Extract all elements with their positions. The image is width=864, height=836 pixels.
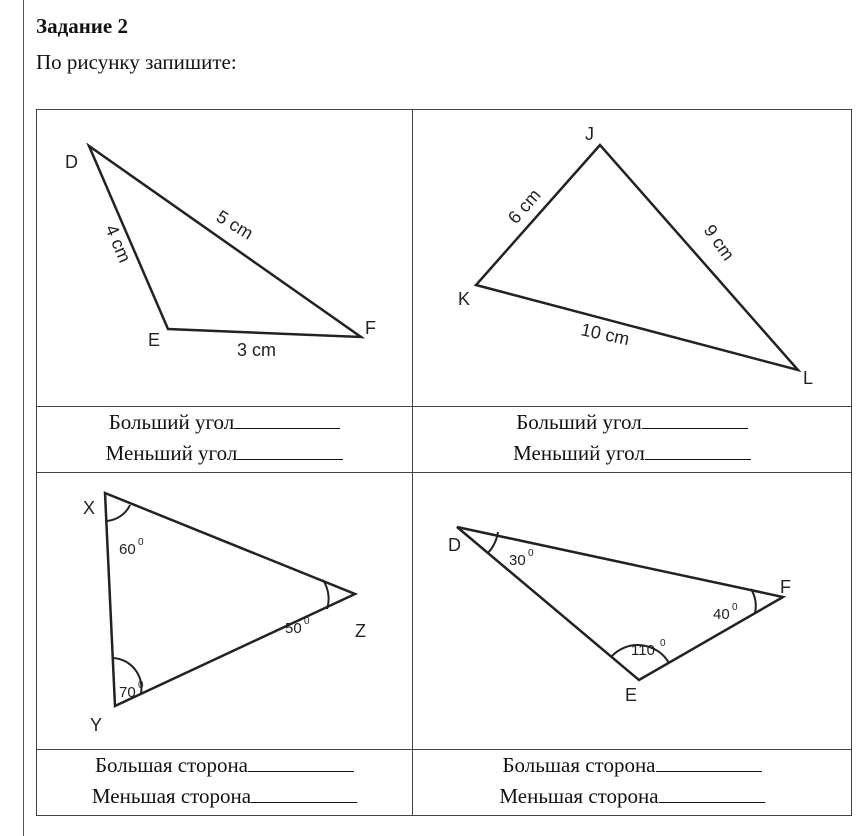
smallest-angle-line-1 <box>37 438 412 469</box>
angle-y-label: 70 <box>119 684 136 701</box>
largest-angle-line-1 <box>37 407 412 438</box>
triangle-xyz-angles-cell <box>37 473 413 750</box>
triangle-jkl-shape <box>476 145 798 370</box>
triangle-def-sides-figure <box>37 110 411 406</box>
answer-blank-smallest-side-1[interactable] <box>251 784 357 803</box>
angle-y-degree: 0 <box>138 680 144 691</box>
def-angles-answer-cell <box>413 750 852 816</box>
answer-blank-largest-side-1[interactable] <box>248 753 354 772</box>
task-table <box>36 109 852 816</box>
angle-f-degree: 0 <box>732 602 738 613</box>
angle-arc-f <box>751 589 756 613</box>
smallest-angle-prompt: Меньший угол <box>105 441 238 465</box>
largest-side-line-2 <box>413 750 851 781</box>
angle-e-label: 110 <box>631 642 655 659</box>
largest-angle-line-2 <box>413 407 851 438</box>
answer-blank-largest-side-2[interactable] <box>656 753 762 772</box>
answer-blank-smallest-angle-2[interactable] <box>645 441 751 460</box>
smallest-side-line-1 <box>37 781 412 812</box>
smallest-angle-prompt: Меньший угол <box>513 441 645 465</box>
angle-arc-x <box>106 505 130 521</box>
smallest-side-prompt: Меньшая сторона <box>91 784 252 808</box>
triangle-def-shape <box>89 146 361 337</box>
task-title: Задание 2 <box>36 14 128 38</box>
vertex-z-label: Z <box>355 621 366 641</box>
side-jl-label: 9 cm <box>699 220 739 265</box>
vertex-f2-label: F <box>780 577 791 597</box>
vertex-d2-label: D <box>448 535 461 555</box>
smallest-angle-line-2 <box>413 438 851 469</box>
triangle-xyz-angles-figure <box>37 473 411 749</box>
angle-arc-z <box>323 580 329 609</box>
xyz-answer-cell <box>37 750 413 816</box>
side-kl-label: 10 cm <box>579 319 632 350</box>
jkl-answer-cell <box>413 407 852 473</box>
triangle-xyz-shape <box>105 493 355 706</box>
largest-angle-prompt: Больший угол <box>108 410 235 434</box>
side-df-label: 5 cm <box>212 206 257 244</box>
triangle-def-angles-figure <box>413 473 850 749</box>
side-ef-label: 3 cm <box>237 340 277 360</box>
angle-x-degree: 0 <box>138 537 144 548</box>
side-de-label: 4 cm <box>101 221 135 266</box>
vertex-e-label: E <box>148 330 161 350</box>
vertex-j-label: J <box>585 124 594 144</box>
vertex-e2-label: E <box>625 685 638 705</box>
vertex-d-label: D <box>65 152 78 172</box>
smallest-side-line-2 <box>413 781 851 812</box>
side-jk-label: 6 cm <box>503 185 545 228</box>
largest-side-prompt: Большая сторона <box>502 753 656 777</box>
angle-z-degree: 0 <box>304 616 310 627</box>
angle-z-label: 50 <box>285 620 302 637</box>
angle-d-label: 30 <box>509 552 526 569</box>
angle-f-label: 40 <box>713 606 730 623</box>
answer-blank-smallest-side-2[interactable] <box>659 784 765 803</box>
largest-angle-prompt: Больший угол <box>516 410 642 434</box>
triangle-jkl-sides-cell <box>413 110 852 407</box>
angle-e-degree: 0 <box>660 638 666 649</box>
vertex-k-label: K <box>458 289 471 309</box>
vertex-l-label: L <box>803 368 814 388</box>
smallest-side-prompt: Меньшая сторона <box>499 784 659 808</box>
task-instruction: По рисунку запишите: <box>36 50 237 74</box>
triangle-def-sides-cell <box>37 110 413 407</box>
def-answer-cell <box>37 407 413 473</box>
largest-side-line-1 <box>37 750 412 781</box>
vertex-y-label: Y <box>90 715 103 735</box>
angle-d-degree: 0 <box>528 548 534 559</box>
largest-side-prompt: Большая сторона <box>94 753 249 777</box>
angle-x-label: 60 <box>119 541 136 558</box>
left-margin-rule <box>23 0 24 836</box>
triangle-def-angles-cell <box>413 473 852 750</box>
answer-blank-largest-angle-2[interactable] <box>642 410 748 429</box>
answer-blank-smallest-angle-1[interactable] <box>237 441 343 460</box>
answer-blank-largest-angle-1[interactable] <box>234 410 340 429</box>
vertex-f-label: F <box>365 318 376 338</box>
triangle-jkl-sides-figure <box>413 110 850 406</box>
vertex-x-label: X <box>83 498 96 518</box>
